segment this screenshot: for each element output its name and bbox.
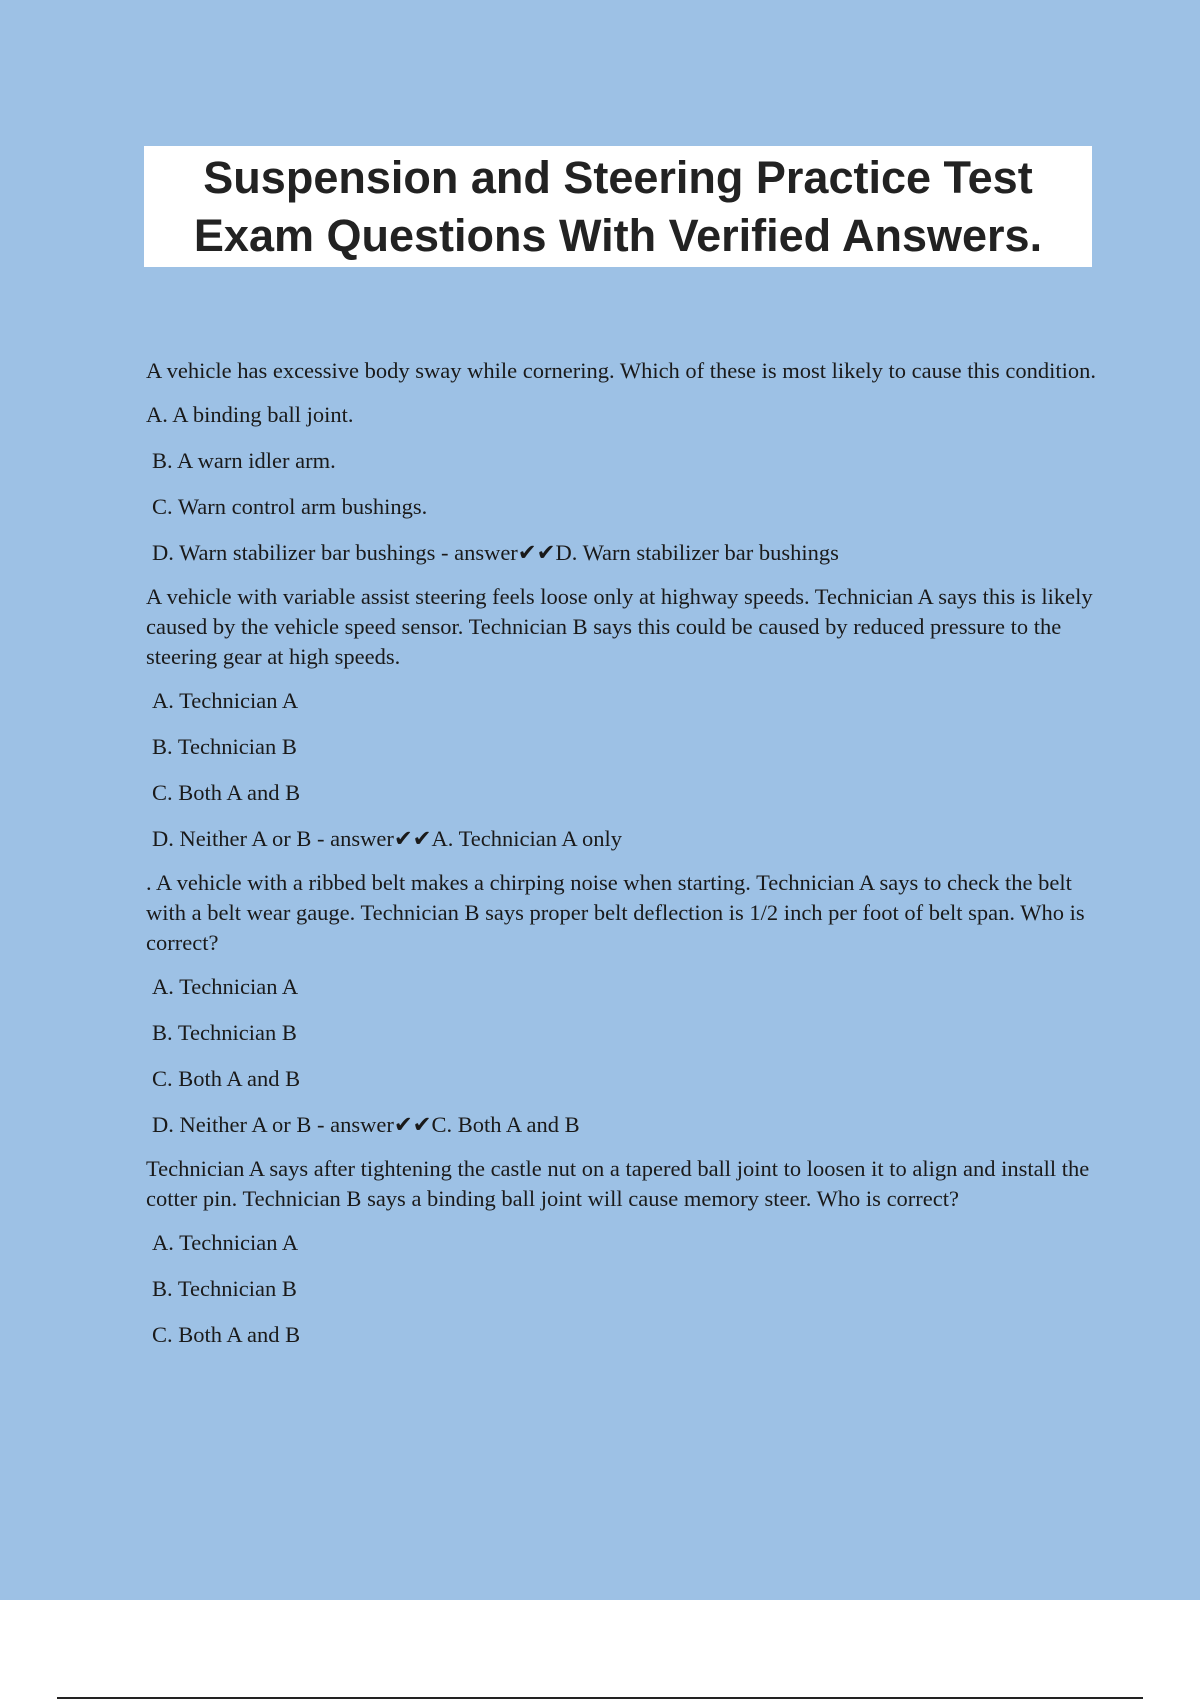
question-1-option-a: A. A binding ball joint. xyxy=(146,402,354,427)
title-box xyxy=(144,146,1092,267)
question-3-option-a: A. Technician A xyxy=(152,974,299,999)
question-3-option-d-answer: D. Neither A or B - answer✔✔C. Both A and B xyxy=(152,1112,580,1137)
footer-divider xyxy=(57,1697,1143,1699)
question-2-option-d-answer: D. Neither A or B - answer✔✔A. Technician A only xyxy=(152,826,623,851)
question-4-option-a: A. Technician A xyxy=(152,1230,299,1255)
title-line-2: Exam Questions With Verified Answers. xyxy=(193,210,1043,261)
question-4-option-c: C. Both A and B xyxy=(152,1322,301,1347)
question-2-option-a: A. Technician A xyxy=(152,688,299,713)
question-3-option-c: C. Both A and B xyxy=(152,1066,301,1091)
question-1-option-d-answer: D. Warn stabilizer bar bushings - answer✔✔D. Warn stabilizer bar bushings xyxy=(152,540,839,565)
question-1-option-c: C. Warn control arm bushings. xyxy=(152,494,428,519)
question-1-text: A vehicle has excessive body sway while cornering. Which of these is most likely to cause this condition. xyxy=(146,358,1096,383)
question-4-text: Technician A says after tightening the castle nut on a tapered ball joint to loosen it to align and install the cotter pin. Technician B says a binding ball joint will cause memory steer. Who is correct? xyxy=(146,1156,1090,1211)
question-4-option-b: B. Technician B xyxy=(152,1276,297,1301)
question-2-option-b: B. Technician B xyxy=(152,734,297,759)
title-line-1: Suspension and Steering Practice Test xyxy=(203,152,1033,203)
question-3-option-b: B. Technician B xyxy=(152,1020,297,1045)
question-2-text: A vehicle with variable assist steering feels loose only at highway speeds. Technician A says this is likely caused by the vehicle speed sensor. Technician B says this could be caused by reduced pressure to the steering gear at high speeds. xyxy=(146,584,1093,669)
questions-list xyxy=(146,356,1096,1366)
question-1-option-b: B. A warn idler arm. xyxy=(152,448,336,473)
question-3-text: . A vehicle with a ribbed belt makes a chirping noise when starting. Technician A says to check the belt with a belt wear gauge. Technician B says proper belt deflection is 1/2 inch per foot of belt span. Who is correct? xyxy=(146,870,1085,955)
question-2-option-c: C. Both A and B xyxy=(152,780,301,805)
